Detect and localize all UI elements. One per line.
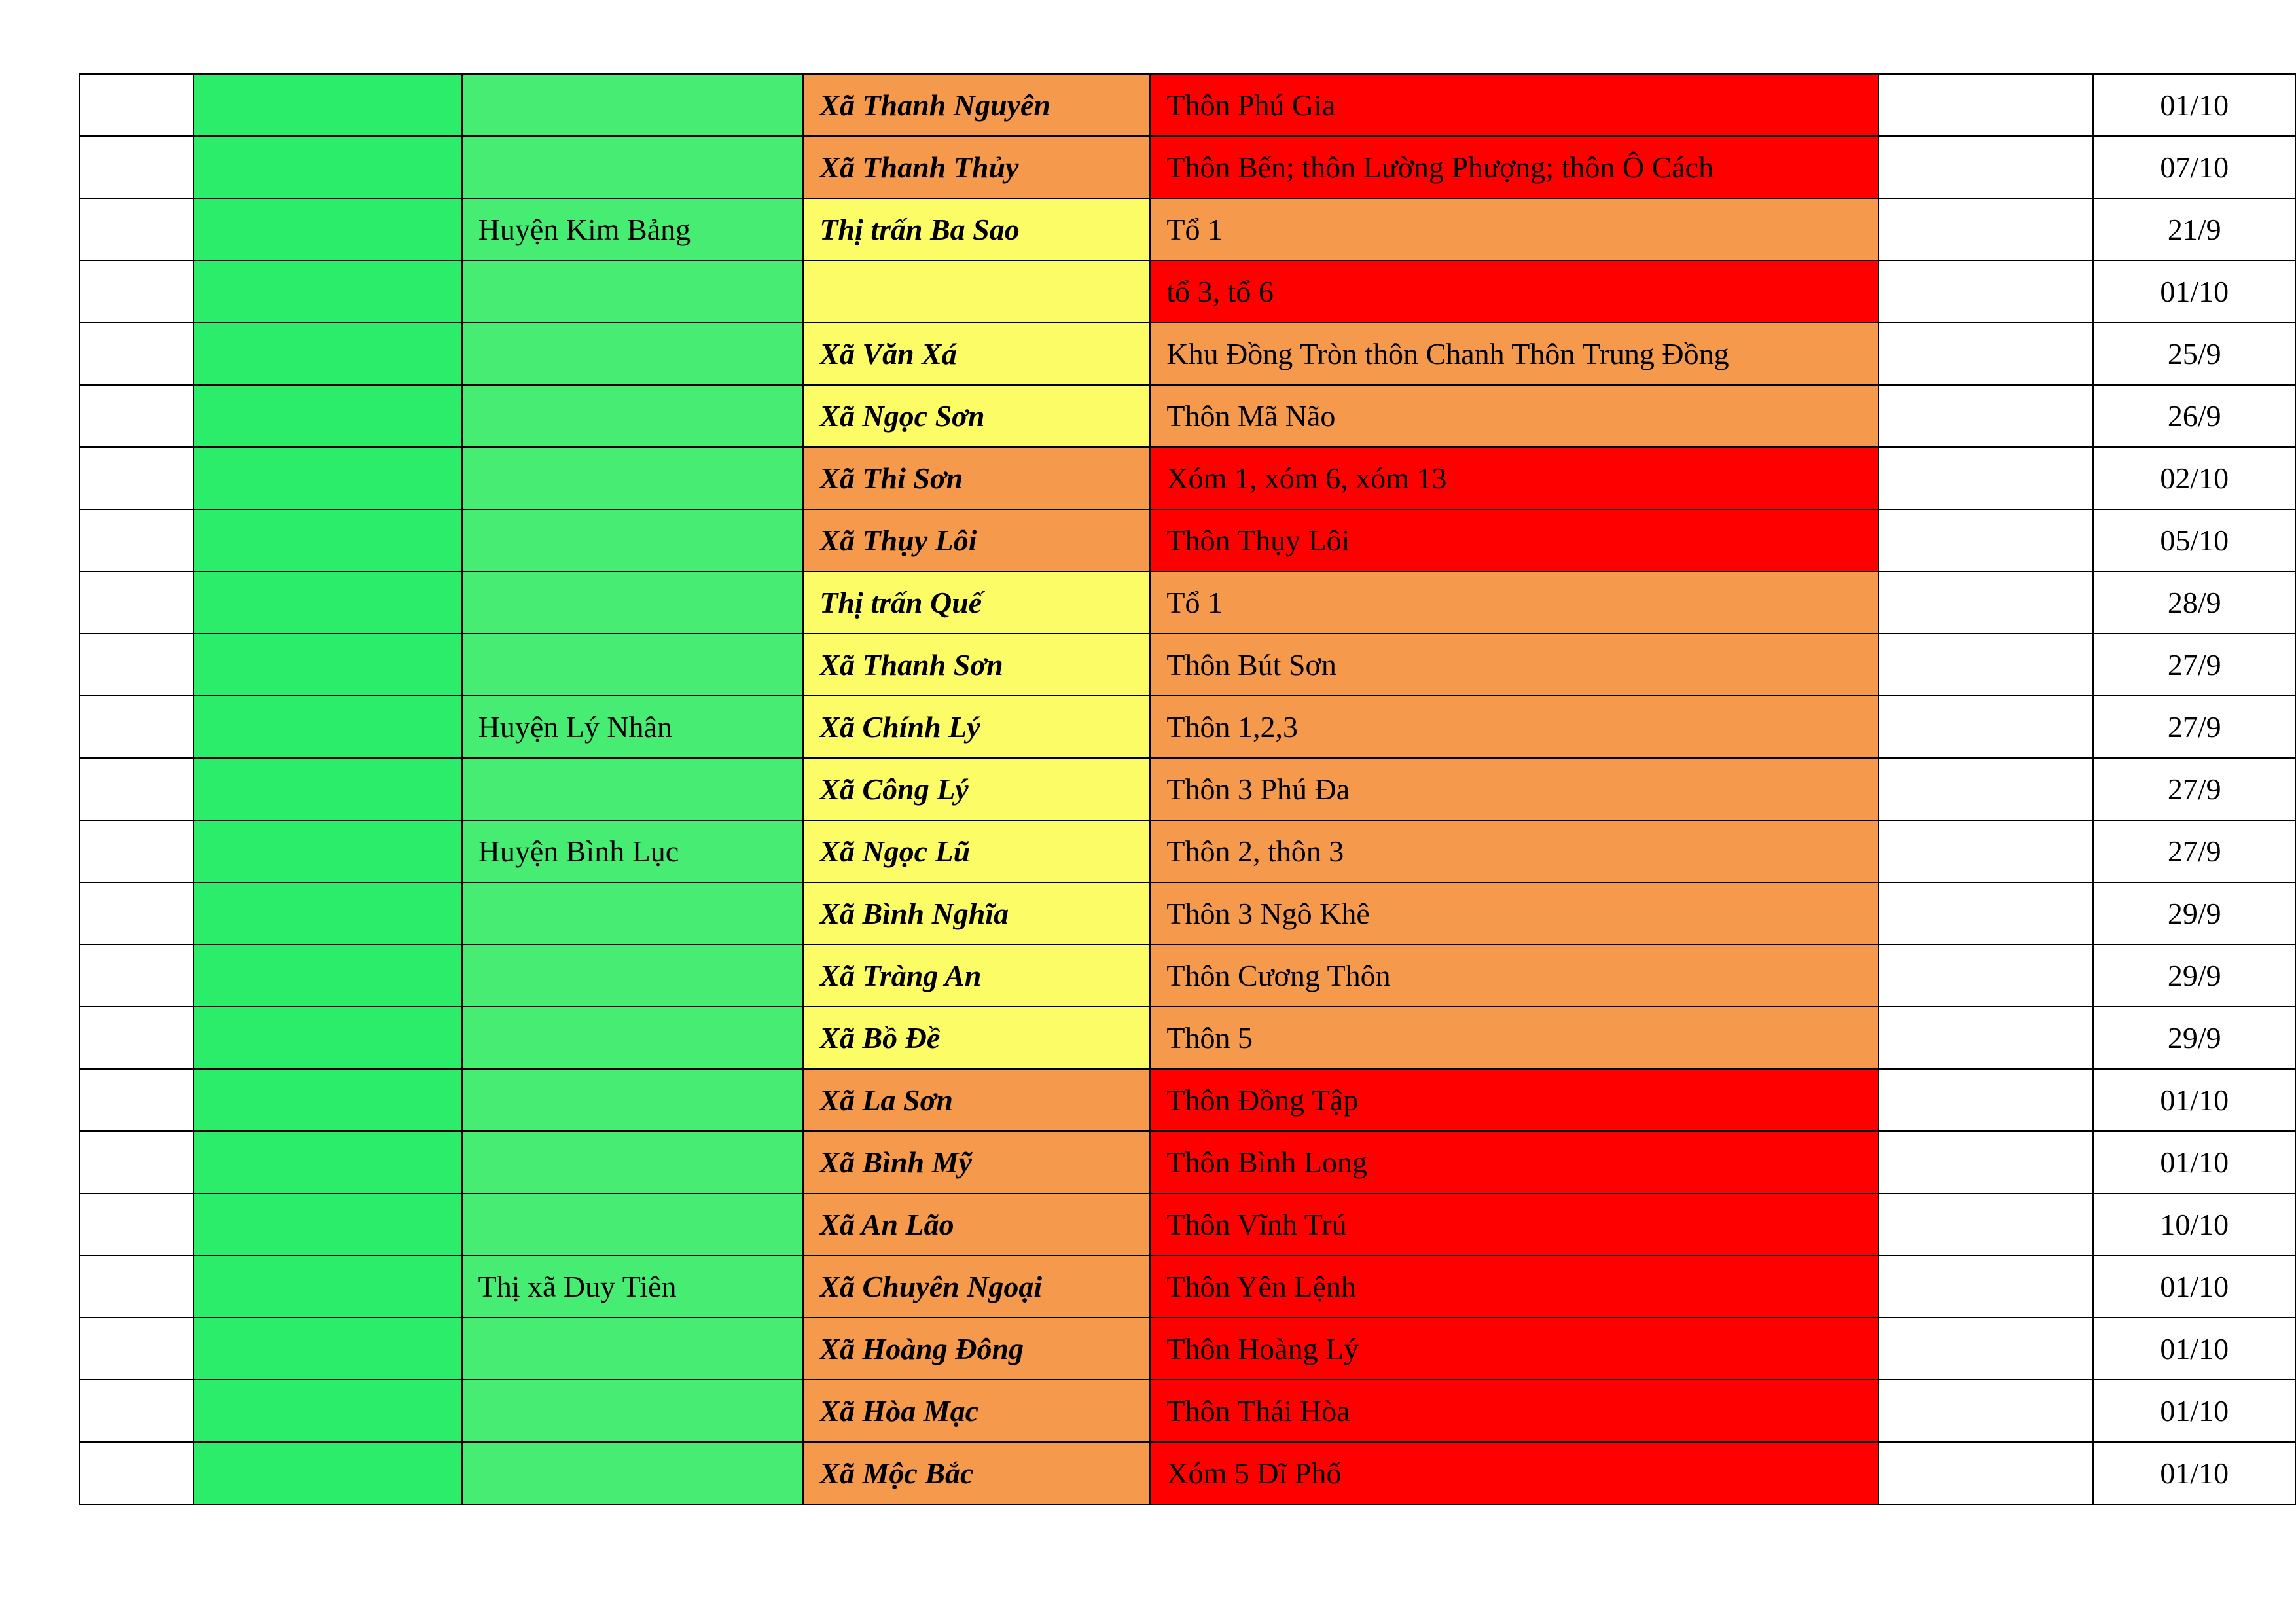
district-cell [462,1380,804,1442]
date-cell: 29/9 [2093,882,2295,945]
province-cell [194,882,461,945]
date-cell: 02/10 [2093,447,2295,509]
area-cell: Thôn Bến; thôn Lường Phượng; thôn Ô Cách [1150,136,1878,198]
note-cell [1878,261,2093,323]
note-cell [1878,136,2093,198]
date-cell: 01/10 [2093,1131,2295,1193]
commune-cell: Xã Chuyên Ngoại [803,1255,1150,1318]
district-cell: Huyện Bình Lục [462,820,804,882]
area-cell: Thôn Bút Sơn [1150,634,1878,696]
province-cell [194,1193,461,1255]
commune-cell: Xã Thanh Nguyên [803,74,1150,136]
note-cell [1878,571,2093,634]
area-cell: Thôn Bình Long [1150,1131,1878,1193]
province-cell [194,696,461,758]
area-cell: Thôn Vĩnh Trú [1150,1193,1878,1255]
province-cell [194,571,461,634]
table-row [79,198,2295,261]
province-cell [194,1318,461,1380]
date-cell: 01/10 [2093,261,2295,323]
date-cell: 27/9 [2093,758,2295,820]
note-cell [1878,634,2093,696]
area-cell: Xóm 5 Dĩ Phố [1150,1442,1878,1504]
province-cell [194,323,461,385]
index-cell [79,758,194,820]
index-cell [79,571,194,634]
province-cell [194,1069,461,1131]
commune-cell: Xã An Lão [803,1193,1150,1255]
area-cell: Thôn Thụy Lôi [1150,509,1878,571]
note-cell [1878,820,2093,882]
area-cell: Thôn Phú Gia [1150,74,1878,136]
index-cell [79,1193,194,1255]
commune-cell: Xã Mộc Bắc [803,1442,1150,1504]
province-cell [194,74,461,136]
table-row [79,758,2295,820]
area-cell: Thôn Thái Hòa [1150,1380,1878,1442]
note-cell [1878,1442,2093,1504]
date-cell: 05/10 [2093,509,2295,571]
district-cell [462,1193,804,1255]
district-cell [462,509,804,571]
commune-cell: Xã Thi Sơn [803,447,1150,509]
table-row [79,945,2295,1007]
table-row [79,1380,2295,1442]
note-cell [1878,198,2093,261]
table-row [79,696,2295,758]
date-cell: 01/10 [2093,1380,2295,1442]
date-cell: 01/10 [2093,1442,2295,1504]
area-cell: Thôn Đồng Tập [1150,1069,1878,1131]
district-cell [462,945,804,1007]
province-cell [194,1380,461,1442]
index-cell [79,74,194,136]
district-cell [462,1442,804,1504]
table-row [79,1193,2295,1255]
district-cell [462,1131,804,1193]
index-cell [79,198,194,261]
province-cell [194,447,461,509]
table-row [79,1007,2295,1069]
index-cell [79,696,194,758]
district-cell [462,882,804,945]
date-cell: 26/9 [2093,385,2295,447]
commune-cell: Xã Ngọc Lũ [803,820,1150,882]
note-cell [1878,74,2093,136]
date-cell: 27/9 [2093,696,2295,758]
area-cell: Thôn Cương Thôn [1150,945,1878,1007]
date-cell: 29/9 [2093,945,2295,1007]
area-cell: tổ 3, tổ 6 [1150,261,1878,323]
note-cell [1878,696,2093,758]
table-row [79,509,2295,571]
commune-cell: Xã Chính Lý [803,696,1150,758]
district-cell [462,261,804,323]
date-cell: 07/10 [2093,136,2295,198]
table-row [79,261,2295,323]
date-cell: 27/9 [2093,820,2295,882]
commune-cell: Xã Văn Xá [803,323,1150,385]
district-cell [462,74,804,136]
date-cell: 29/9 [2093,1007,2295,1069]
commune-cell: Xã Hoàng Đông [803,1318,1150,1380]
note-cell [1878,882,2093,945]
table-body [79,74,2295,1504]
date-cell: 25/9 [2093,323,2295,385]
commune-cell: Xã Công Lý [803,758,1150,820]
commune-cell: Xã La Sơn [803,1069,1150,1131]
outbreak-area-table [79,73,2296,1505]
area-cell: Khu Đồng Tròn thôn Chanh Thôn Trung Đồng [1150,323,1878,385]
area-cell: Thôn 5 [1150,1007,1878,1069]
province-cell [194,385,461,447]
index-cell [79,323,194,385]
commune-cell: Thị trấn Ba Sao [803,198,1150,261]
province-cell [194,1255,461,1318]
index-cell [79,1442,194,1504]
province-cell [194,261,461,323]
district-cell [462,758,804,820]
table-row [79,1255,2295,1318]
province-cell [194,634,461,696]
index-cell [79,261,194,323]
note-cell [1878,323,2093,385]
area-cell: Tổ 1 [1150,571,1878,634]
note-cell [1878,447,2093,509]
area-cell: Thôn 1,2,3 [1150,696,1878,758]
note-cell [1878,1007,2093,1069]
province-cell [194,1007,461,1069]
commune-cell [803,261,1150,323]
table-row [79,1069,2295,1131]
table-row [79,882,2295,945]
commune-cell: Xã Hòa Mạc [803,1380,1150,1442]
area-cell: Xóm 1, xóm 6, xóm 13 [1150,447,1878,509]
district-cell [462,323,804,385]
district-cell [462,1007,804,1069]
date-cell: 01/10 [2093,1255,2295,1318]
index-cell [79,1255,194,1318]
district-cell: Huyện Lý Nhân [462,696,804,758]
province-cell [194,1131,461,1193]
table-row [79,571,2295,634]
date-cell: 01/10 [2093,1318,2295,1380]
area-cell: Thôn 3 Phú Đa [1150,758,1878,820]
date-cell: 28/9 [2093,571,2295,634]
index-cell [79,1069,194,1131]
commune-cell: Xã Bồ Đề [803,1007,1150,1069]
district-cell: Thị xã Duy Tiên [462,1255,804,1318]
index-cell [79,1380,194,1442]
index-cell [79,1131,194,1193]
index-cell [79,634,194,696]
district-cell: Huyện Kim Bảng [462,198,804,261]
note-cell [1878,758,2093,820]
province-cell [194,1442,461,1504]
area-cell: Thôn Yên Lệnh [1150,1255,1878,1318]
commune-cell: Xã Thanh Thủy [803,136,1150,198]
table-row [79,385,2295,447]
date-cell: 01/10 [2093,74,2295,136]
district-cell [462,571,804,634]
date-cell: 27/9 [2093,634,2295,696]
table-row [79,1131,2295,1193]
note-cell [1878,509,2093,571]
table-row [79,1318,2295,1380]
district-cell [462,447,804,509]
table-row [79,820,2295,882]
date-cell: 10/10 [2093,1193,2295,1255]
province-cell [194,136,461,198]
note-cell [1878,1255,2093,1318]
date-cell: 21/9 [2093,198,2295,261]
province-cell [194,198,461,261]
district-cell [462,385,804,447]
table-row [79,74,2295,136]
province-cell [194,945,461,1007]
index-cell [79,136,194,198]
index-cell [79,882,194,945]
district-cell [462,634,804,696]
index-cell [79,509,194,571]
commune-cell: Thị trấn Quế [803,571,1150,634]
table-row [79,323,2295,385]
date-cell: 01/10 [2093,1069,2295,1131]
commune-cell: Xã Ngọc Sơn [803,385,1150,447]
table-row [79,447,2295,509]
table-row [79,136,2295,198]
commune-cell: Xã Bình Nghĩa [803,882,1150,945]
commune-cell: Xã Thanh Sơn [803,634,1150,696]
note-cell [1878,1131,2093,1193]
index-cell [79,447,194,509]
note-cell [1878,1193,2093,1255]
index-cell [79,385,194,447]
area-cell: Thôn 3 Ngô Khê [1150,882,1878,945]
province-cell [194,758,461,820]
district-cell [462,136,804,198]
index-cell [79,820,194,882]
commune-cell: Xã Tràng An [803,945,1150,1007]
province-cell [194,509,461,571]
area-cell: Thôn Hoàng Lý [1150,1318,1878,1380]
table-row [79,1442,2295,1504]
commune-cell: Xã Bình Mỹ [803,1131,1150,1193]
province-cell [194,820,461,882]
area-cell: Thôn 2, thôn 3 [1150,820,1878,882]
note-cell [1878,1069,2093,1131]
area-cell: Thôn Mã Não [1150,385,1878,447]
index-cell [79,1318,194,1380]
district-cell [462,1318,804,1380]
index-cell [79,945,194,1007]
area-cell: Tổ 1 [1150,198,1878,261]
note-cell [1878,1380,2093,1442]
district-cell [462,1069,804,1131]
note-cell [1878,945,2093,1007]
index-cell [79,1007,194,1069]
note-cell [1878,385,2093,447]
commune-cell: Xã Thụy Lôi [803,509,1150,571]
table-row [79,634,2295,696]
note-cell [1878,1318,2093,1380]
